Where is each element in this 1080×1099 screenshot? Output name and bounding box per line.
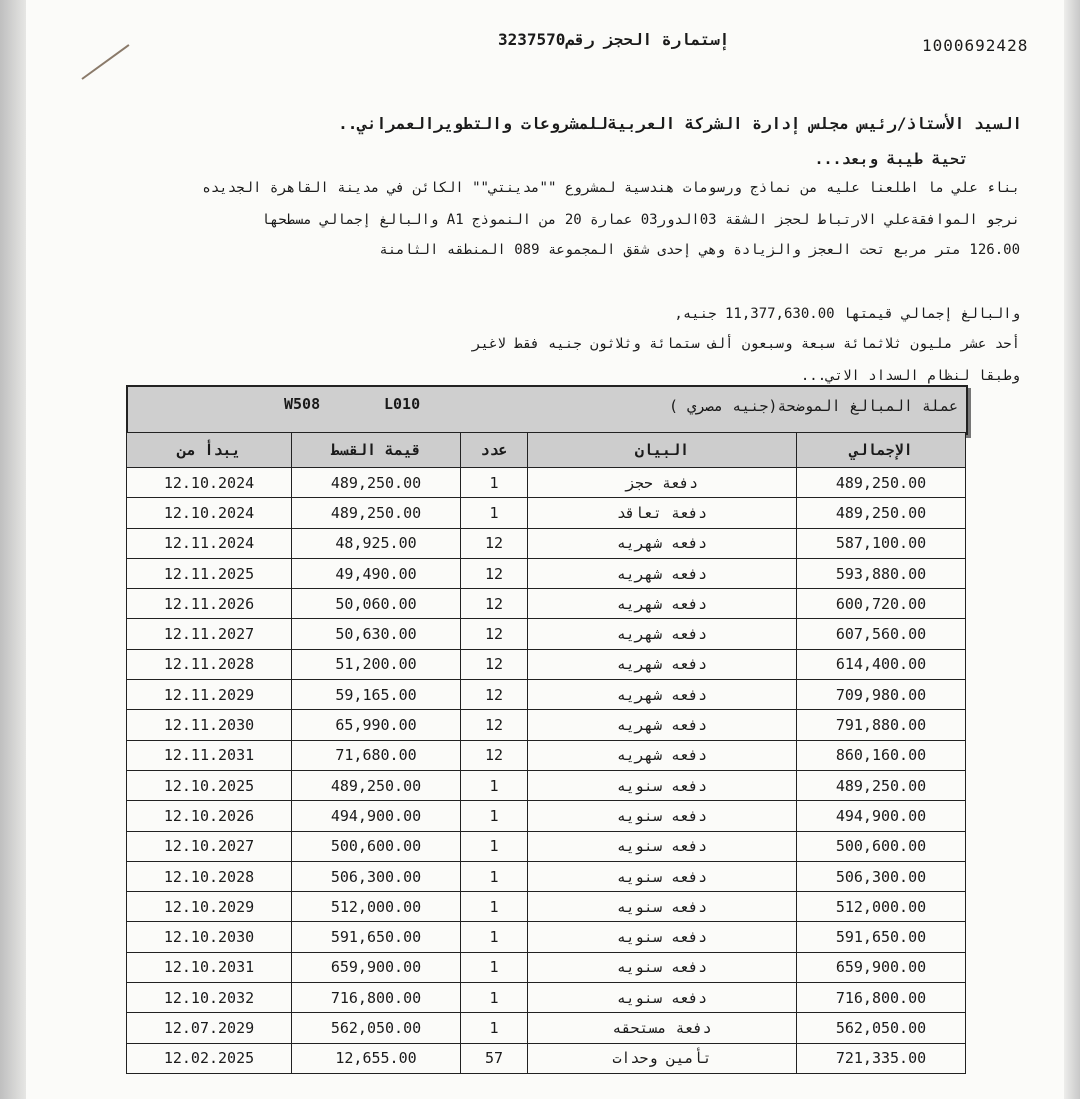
table-row <box>127 740 966 770</box>
cell-total: 791,880.00 <box>797 710 966 740</box>
cell-description: دفعه شهريه <box>528 528 797 558</box>
table-title-box <box>126 385 968 435</box>
cell-installment: 48,925.00 <box>292 528 461 558</box>
cell-description: دفعه سنويه <box>528 770 797 800</box>
cell-starts: 12.11.2024 <box>127 528 292 558</box>
cell-total: 614,400.00 <box>797 649 966 679</box>
greeting-line: تحية طيبة وبعد... <box>814 150 968 168</box>
col-header-starts: يبدأ من <box>127 433 292 468</box>
total-value-line: والبالغ إجمالي قيمتها 11,377,630.00 جنيه, <box>674 306 1020 322</box>
cell-installment: 49,490.00 <box>292 558 461 588</box>
cell-installment: 65,990.00 <box>292 710 461 740</box>
cell-starts: 12.10.2030 <box>127 922 292 952</box>
total-value-words: أحد عشر مليون ثلاثمائة سبعة وسبعون ألف ستمائة وثلاثون جنيه فقط لاغير <box>472 336 1020 352</box>
addressee-line: السيد الأستاذ/رئيس مجلس إدارة الشركة العربيةللمشروعات والتطويرالعمراني.. <box>338 114 1022 133</box>
cell-total: 587,100.00 <box>797 528 966 558</box>
page-edge-shadow-right <box>1064 0 1080 1099</box>
cell-description: دفعة مستحقه <box>528 1013 797 1043</box>
cell-total: 591,650.00 <box>797 922 966 952</box>
cell-starts: 12.10.2026 <box>127 801 292 831</box>
cell-description: دفعه شهريه <box>528 680 797 710</box>
cell-total: 494,900.00 <box>797 801 966 831</box>
cell-installment: 591,650.00 <box>292 922 461 952</box>
table-row <box>127 468 966 498</box>
cell-total: 860,160.00 <box>797 740 966 770</box>
cell-starts: 12.11.2031 <box>127 740 292 770</box>
cell-count: 12 <box>461 740 528 770</box>
cell-total: 607,560.00 <box>797 619 966 649</box>
table-row <box>127 498 966 528</box>
table-row <box>127 710 966 740</box>
cell-total: 659,900.00 <box>797 952 966 982</box>
cell-description: دفعة حجز <box>528 468 797 498</box>
cell-description: دفعه شهريه <box>528 710 797 740</box>
cell-installment: 506,300.00 <box>292 861 461 891</box>
cell-starts: 12.11.2028 <box>127 649 292 679</box>
cell-count: 1 <box>461 861 528 891</box>
cell-total: 489,250.00 <box>797 468 966 498</box>
cell-total: 593,880.00 <box>797 558 966 588</box>
cell-total: 721,335.00 <box>797 1043 966 1073</box>
cell-starts: 12.10.2025 <box>127 770 292 800</box>
cell-count: 1 <box>461 892 528 922</box>
cell-count: 12 <box>461 619 528 649</box>
table-row <box>127 861 966 891</box>
cell-total: 506,300.00 <box>797 861 966 891</box>
cell-count: 1 <box>461 468 528 498</box>
cell-installment: 512,000.00 <box>292 892 461 922</box>
page-edge-shadow-left <box>0 0 26 1099</box>
table-row <box>127 649 966 679</box>
cell-installment: 12,655.00 <box>292 1043 461 1073</box>
cell-count: 12 <box>461 589 528 619</box>
cell-starts: 12.10.2029 <box>127 892 292 922</box>
cell-description: دفعه سنويه <box>528 861 797 891</box>
cell-starts: 12.10.2024 <box>127 498 292 528</box>
table-row <box>127 680 966 710</box>
cell-count: 57 <box>461 1043 528 1073</box>
cell-installment: 562,050.00 <box>292 1013 461 1043</box>
table-row <box>127 922 966 952</box>
body-line-2: نرجو الموافقةعلي الارتباط لحجز الشقة 03الدور03 عمارة 20 من النموذج A1 والبالغ إجمالي مسطحها <box>261 212 1020 228</box>
cell-installment: 50,060.00 <box>292 589 461 619</box>
cell-total: 489,250.00 <box>797 770 966 800</box>
table-row <box>127 1043 966 1073</box>
cell-total: 600,720.00 <box>797 589 966 619</box>
cell-starts: 12.10.2027 <box>127 831 292 861</box>
cell-count: 12 <box>461 558 528 588</box>
cell-description: دفعه سنويه <box>528 892 797 922</box>
cell-count: 1 <box>461 983 528 1013</box>
cell-total: 489,250.00 <box>797 498 966 528</box>
cell-description: دفعه شهريه <box>528 589 797 619</box>
currency-label: عملة المبالغ الموضحة(جنيه مصري ) <box>669 397 958 415</box>
cell-total: 709,980.00 <box>797 680 966 710</box>
payment-schedule-table <box>126 432 966 1074</box>
table-row <box>127 801 966 831</box>
cell-installment: 51,200.00 <box>292 649 461 679</box>
cell-count: 1 <box>461 498 528 528</box>
cell-count: 12 <box>461 680 528 710</box>
cell-starts: 12.10.2028 <box>127 861 292 891</box>
cell-description: دفعه شهريه <box>528 740 797 770</box>
table-header-row <box>127 433 966 468</box>
cell-description: دفعه سنويه <box>528 952 797 982</box>
cell-count: 1 <box>461 952 528 982</box>
cell-starts: 12.10.2024 <box>127 468 292 498</box>
cell-installment: 71,680.00 <box>292 740 461 770</box>
cell-starts: 12.11.2025 <box>127 558 292 588</box>
col-header-description: البيان <box>528 433 797 468</box>
cell-starts: 12.11.2030 <box>127 710 292 740</box>
cell-description: دفعه سنويه <box>528 831 797 861</box>
table-row <box>127 619 966 649</box>
body-line-3: 126.00 متر مربع تحت العجز والزيادة وهي إحدى شقق المجموعة 089 المنطقه الثامنة <box>379 242 1020 258</box>
col-header-total: الإجمالي <box>797 433 966 468</box>
cell-description: دفعه شهريه <box>528 649 797 679</box>
col-header-installment: قيمة القسط <box>292 433 461 468</box>
code-w: W508 <box>284 395 321 413</box>
table-row <box>127 1013 966 1043</box>
cell-starts: 12.11.2027 <box>127 619 292 649</box>
cell-count: 12 <box>461 528 528 558</box>
cell-total: 562,050.00 <box>797 1013 966 1043</box>
table-row <box>127 983 966 1013</box>
cell-description: دفعه سنويه <box>528 922 797 952</box>
table-row <box>127 558 966 588</box>
body-line-1: بناء علي ما اطلعنا عليه من نماذج ورسومات هندسية لمشروع ""مدينتي"" الكائن في مدينة القاهرة الجديده <box>202 180 1020 196</box>
cell-starts: 12.07.2029 <box>127 1013 292 1043</box>
table-row <box>127 952 966 982</box>
cell-total: 716,800.00 <box>797 983 966 1013</box>
code-l: L010 <box>384 395 421 413</box>
col-header-count: عدد <box>461 433 528 468</box>
cell-installment: 489,250.00 <box>292 770 461 800</box>
cell-installment: 716,800.00 <box>292 983 461 1013</box>
cell-starts: 12.11.2029 <box>127 680 292 710</box>
payment-system-intro: وطبقا لنظام السداد الاتي... <box>800 368 1020 384</box>
cell-description: دفعة تعاقد <box>528 498 797 528</box>
cell-count: 12 <box>461 710 528 740</box>
cell-count: 1 <box>461 801 528 831</box>
cell-description: دفعه شهريه <box>528 619 797 649</box>
form-title: إستمارة الحجز رقم3237570 <box>498 30 730 49</box>
cell-installment: 494,900.00 <box>292 801 461 831</box>
cell-description: دفعه سنويه <box>528 983 797 1013</box>
table-row <box>127 831 966 861</box>
cell-installment: 489,250.00 <box>292 498 461 528</box>
cell-starts: 12.11.2026 <box>127 589 292 619</box>
cell-starts: 12.02.2025 <box>127 1043 292 1073</box>
cell-count: 1 <box>461 770 528 800</box>
cell-description: تأمين وحدات <box>528 1043 797 1073</box>
cell-description: دفعه سنويه <box>528 801 797 831</box>
cell-installment: 50,630.00 <box>292 619 461 649</box>
cell-installment: 659,900.00 <box>292 952 461 982</box>
cell-count: 1 <box>461 1013 528 1043</box>
cell-description: دفعه شهريه <box>528 558 797 588</box>
cell-total: 500,600.00 <box>797 831 966 861</box>
table-row <box>127 528 966 558</box>
cell-starts: 12.10.2031 <box>127 952 292 982</box>
cell-installment: 500,600.00 <box>292 831 461 861</box>
serial-number: 1000692428 <box>922 36 1029 55</box>
table-row <box>127 770 966 800</box>
cell-installment: 59,165.00 <box>292 680 461 710</box>
cell-total: 512,000.00 <box>797 892 966 922</box>
cell-count: 1 <box>461 831 528 861</box>
table-row <box>127 589 966 619</box>
cell-count: 1 <box>461 922 528 952</box>
table-row <box>127 892 966 922</box>
cell-starts: 12.10.2032 <box>127 983 292 1013</box>
cell-count: 12 <box>461 649 528 679</box>
cell-installment: 489,250.00 <box>292 468 461 498</box>
table-body <box>127 468 966 1074</box>
